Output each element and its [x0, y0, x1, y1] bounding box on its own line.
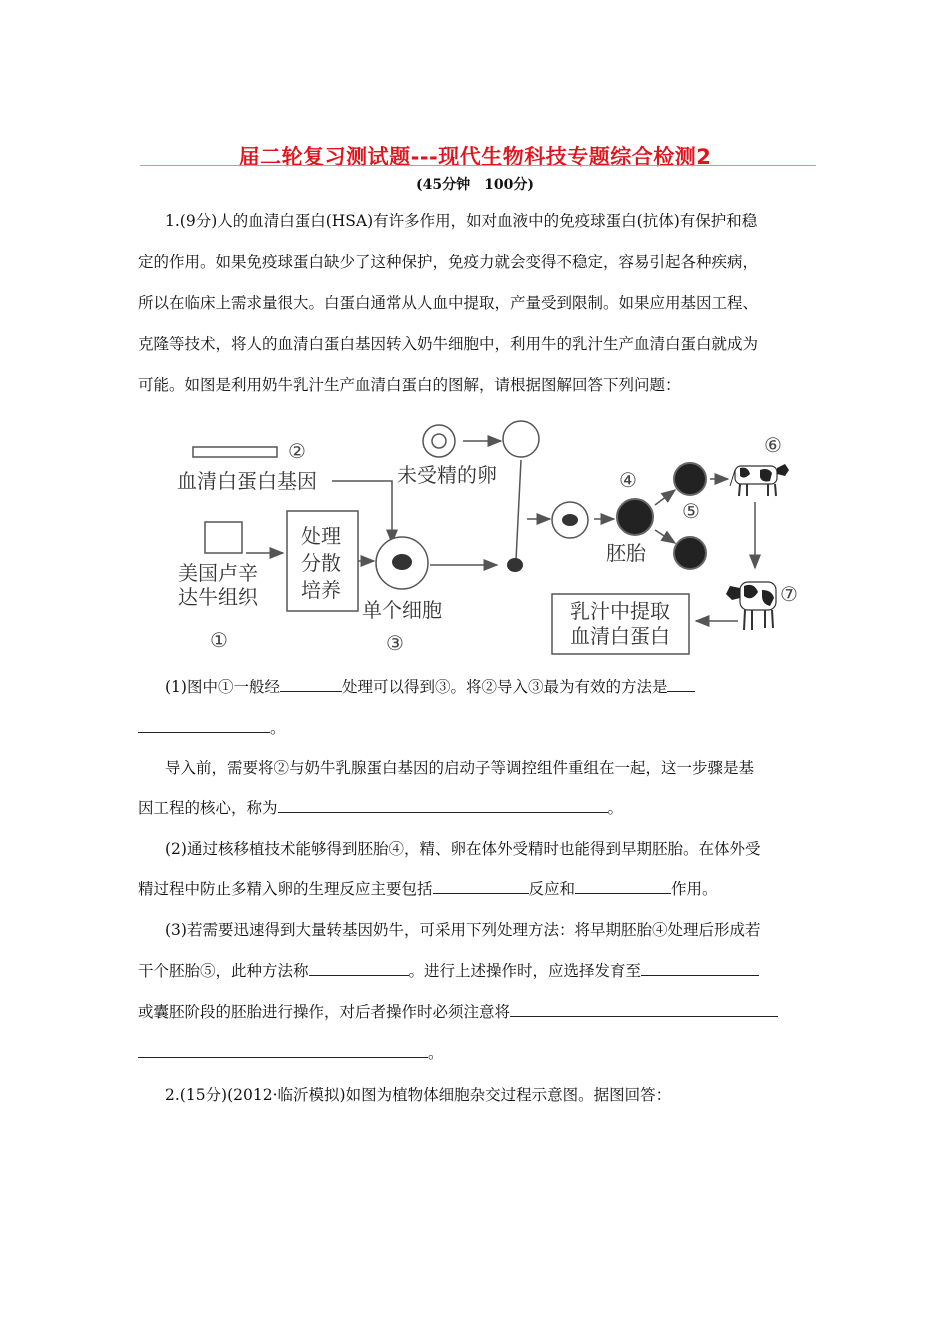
q1-sub3-line-4 [138, 1043, 444, 1063]
q1-sub3-text-c: 或囊胚阶段的胚胎进行操作，对后者操作时必须注意将 [138, 1003, 511, 1021]
split-arrow-up [655, 490, 675, 505]
egg-label: 未受精的卵 [397, 463, 497, 487]
q1-sub3-line-1: (3)若需要迅速得到大量转基因奶牛，可采用下列处理方法：将早期胚胎④处理后形成若 [165, 921, 761, 939]
q1-sub2-text-mid: 反应和 [528, 880, 576, 898]
process-label-2: 分散 [301, 551, 341, 575]
process-label-1: 处理 [301, 524, 341, 548]
embryo-5-bottom [674, 537, 706, 569]
tissue-square [205, 522, 242, 553]
gene-bar [193, 447, 277, 457]
answer-blank-2b[interactable] [138, 718, 270, 733]
q1-sub3-line-3 [138, 1002, 778, 1022]
extract-label-1: 乳汁中提取 [570, 599, 670, 623]
egg-nucleus [432, 434, 446, 448]
embryo-5-top [674, 463, 706, 495]
enucleated-egg [503, 421, 539, 457]
extract-box [552, 594, 689, 654]
answer-blank-2a[interactable] [667, 677, 695, 692]
pipette-nucleus [507, 558, 523, 572]
q1-sub2-text-b: 精过程中防止多精入卵的生理反应主要包括 [138, 880, 433, 898]
num-6-label: ⑥ [764, 433, 782, 457]
answer-blank-7[interactable] [641, 961, 759, 976]
tissue-label-1: 美国卢辛 [178, 561, 258, 585]
single-cell-nucleus [392, 554, 412, 570]
document-title: 届二轮复习测试题---现代生物科技专题综合检测2 [238, 145, 712, 169]
q1-stem-line-5: 可能。如图是利用奶牛乳汁生产血清白蛋白的图解，请根据图解回答下列问题： [138, 376, 681, 394]
q1-sub1-text-a: (1)图中①一般经 [165, 678, 280, 696]
q1-sub3-line-2 [138, 961, 759, 981]
q1-sub1-line-1 [165, 677, 695, 697]
q1-stem-line-3: 所以在临床上需求量很大。白蛋白通常从人血中提取，产量受到限制。如果应用基因工程、 [138, 294, 759, 312]
q1-stem-line-1: 1.(9分)人的血清白蛋白(HSA)有许多作用，如对血液中的免疫球蛋白(抗体)有保护和稳 [165, 212, 758, 230]
q1-sub1-line-2 [138, 718, 286, 738]
reconstructed-egg [552, 502, 588, 538]
num-7-label: ⑦ [780, 582, 798, 606]
tissue-label-2: 达牛组织 [178, 585, 258, 609]
q1-sub2-line-2 [138, 879, 718, 899]
surrogate-cow-icon [730, 464, 789, 496]
q1-sub3-text-mid: 。进行上述操作时，应选择发育至 [408, 962, 642, 980]
cell-label: 单个细胞 [362, 598, 442, 622]
q1-sub1-line-3: 导入前，需要将②与奶牛乳腺蛋白基因的启动子等调控组件重组在一起，这一步骤是基 [165, 759, 755, 777]
answer-blank-3[interactable] [278, 798, 608, 813]
q2-stem: 2.(15分)(2012·临沂模拟)如图为植物体细胞杂交过程示意图。据图回答： [165, 1086, 672, 1104]
process-label-3: 培养 [301, 578, 341, 602]
answer-blank-1[interactable] [280, 677, 342, 692]
title-underline [140, 165, 816, 166]
transgenic-cow-icon [726, 582, 776, 630]
embryo-label: 胚胎 [606, 541, 646, 565]
num-2-label: ② [288, 439, 306, 463]
answer-blank-6[interactable] [309, 961, 409, 976]
answer-blank-8b[interactable] [138, 1043, 428, 1058]
micropipette [516, 460, 521, 560]
egg-cell [423, 425, 455, 457]
q1-sub1-d-period: 。 [607, 799, 624, 817]
gene-label: 血清白蛋白基因 [177, 469, 317, 493]
q1-sub2-line-1: (2)通过核移植技术能够得到胚胎④，精、卵在体外受精时也能得到早期胚胎。在体外受 [165, 840, 761, 858]
q1-sub3-period: 。 [428, 1044, 444, 1062]
num-3-label: ③ [386, 631, 404, 655]
q1-sub1-text-d: 因工程的核心，称为 [138, 799, 278, 817]
exam-duration-score: (45分钟 100分) [416, 177, 534, 193]
answer-blank-8a[interactable] [510, 1002, 778, 1017]
q1-stem-line-4: 克隆等技术，将人的血清白蛋白基因转入奶牛细胞中，利用牛的乳汁生产血清白蛋白就成为 [138, 335, 759, 353]
q1-sub1-text-b: 处理可以得到③。将②导入③最为有效的方法是 [341, 678, 668, 696]
num-1-label: ① [210, 628, 228, 652]
gene-arrow [332, 481, 392, 543]
q1-stem-line-2: 定的作用。如果免疫球蛋白缺少了这种保护，免疫力就会变得不稳定，容易引起各种疾病， [138, 253, 759, 271]
single-cell [376, 537, 428, 589]
answer-blank-5[interactable] [575, 879, 671, 894]
embryo-4 [617, 499, 653, 535]
process-box [287, 511, 358, 611]
q1-sub2-text-end: 作用。 [671, 880, 718, 898]
num-4-label: ④ [619, 468, 637, 492]
answer-blank-4[interactable] [433, 879, 529, 894]
q1-sub1-period: 。 [270, 719, 286, 737]
split-arrow-down [655, 530, 675, 543]
q1-sub3-text-b: 干个胚胎⑤，此种方法称 [138, 962, 309, 980]
q1-sub1-line-4 [138, 798, 623, 818]
extract-label-2: 血清白蛋白 [570, 624, 670, 648]
reconstructed-nucleus [562, 514, 578, 526]
num-5-label: ⑤ [682, 499, 700, 523]
